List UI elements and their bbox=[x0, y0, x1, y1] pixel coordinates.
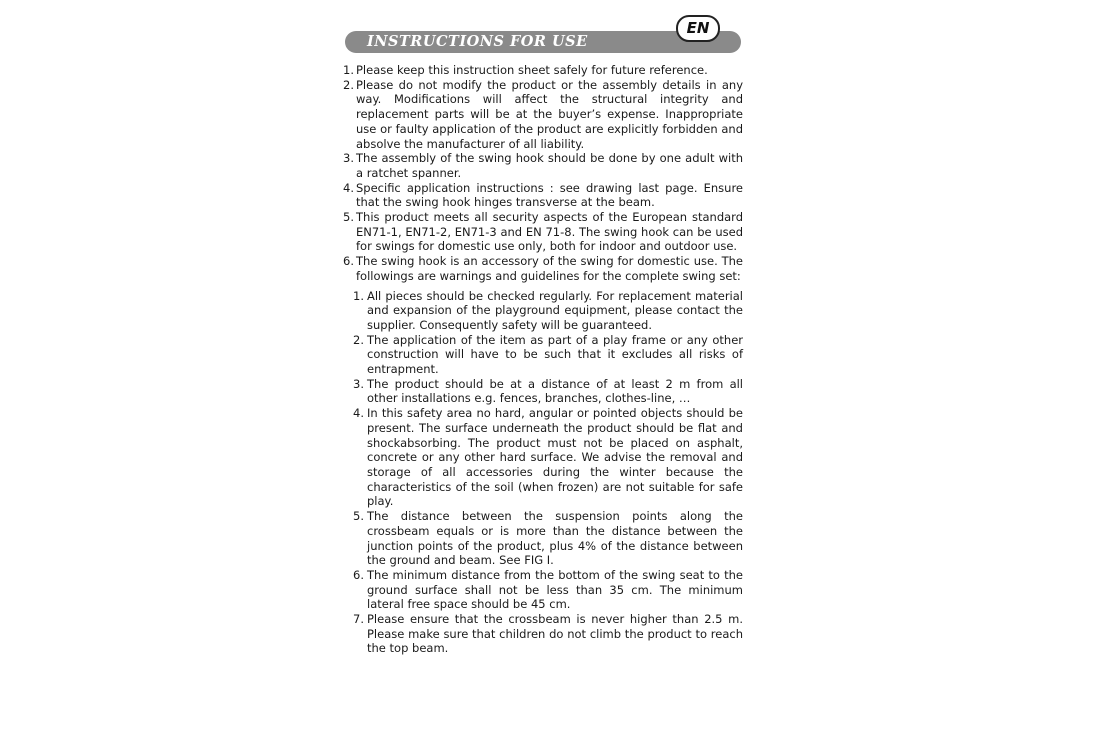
item-number: 4. bbox=[343, 180, 354, 195]
list-item bbox=[343, 78, 743, 152]
sub-item-text: Please ensure that the crossbeam is never higher than 2.5 m. Please make sure that children do not climb the product to reach the top beam. bbox=[367, 612, 743, 656]
item-text: This product meets all security aspects of the European standard EN71-1, EN71-2, EN71-3 and EN 71-8. The swing hook can be used for swings for domestic use only, both for indoor and outdoor use. bbox=[356, 210, 743, 254]
list-item bbox=[343, 210, 743, 254]
sub-item-text: The product should be at a distance of at least 2 m from all other installations e.g. fences, branches, clothes-line, … bbox=[367, 376, 743, 406]
item-number: 1. bbox=[343, 63, 354, 77]
swing-set-guidelines bbox=[343, 289, 743, 657]
list-item bbox=[343, 151, 743, 180]
item-text: The assembly of the swing hook should be done by one adult with a ratchet spanner. bbox=[356, 151, 743, 180]
list-item bbox=[343, 63, 743, 78]
sub-item-number: 5. bbox=[353, 509, 364, 524]
sub-list-item bbox=[353, 377, 743, 406]
list-item bbox=[343, 254, 743, 283]
sub-list-item bbox=[353, 568, 743, 612]
item-text: Specific application instructions : see drawing last page. Ensure that the swing hook hinges transverse at the beam. bbox=[356, 180, 743, 210]
sub-list-item bbox=[353, 612, 743, 656]
item-number: 3. bbox=[343, 151, 354, 166]
instruction-sheet bbox=[343, 14, 743, 656]
item-number: 5. bbox=[343, 210, 354, 225]
sub-item-text: The minimum distance from the bottom of the swing seat to the ground surface shall not be less than 35 cm. The minimum lateral free space should be 45 cm. bbox=[367, 567, 743, 612]
item-text: Please keep this instruction sheet safely for future reference. bbox=[356, 63, 708, 77]
sub-list-item bbox=[353, 333, 743, 377]
page-title: INSTRUCTIONS FOR USE bbox=[367, 33, 588, 50]
item-text: The swing hook is an accessory of the swing for domestic use. The followings are warnings and guidelines for the complete swing set: bbox=[356, 254, 743, 283]
sub-item-text: The distance between the suspension points along the crossbeam equals or is more than the distance between the junction points of the product, plus 4% of the distance between the ground and beam. See FIG I. bbox=[367, 509, 743, 568]
item-text: Please do not modify the product or the assembly details in any way. Modifications will affect the structural integrity and replacement parts will be at the buyer’s expense. Inappropriate use or faulty application of the product are explicitly forbidden and absolve the manufacturer of all liability. bbox=[356, 77, 743, 151]
item-number: 6. bbox=[343, 254, 354, 269]
sub-item-number: 6. bbox=[353, 567, 364, 582]
sub-item-number: 4. bbox=[353, 406, 364, 421]
item-number: 2. bbox=[343, 77, 354, 92]
sub-item-text: All pieces should be checked regularly. For replacement material and expansion of the playground equipment, please contact the supplier. Consequently safety will be guaranteed. bbox=[367, 288, 743, 332]
instructions-list bbox=[343, 63, 743, 656]
sub-item-number: 7. bbox=[353, 612, 364, 627]
sub-list-item bbox=[353, 509, 743, 568]
sub-list-item bbox=[353, 406, 743, 509]
sub-item-number: 2. bbox=[353, 332, 364, 347]
sub-item-text: In this safety area no hard, angular or pointed objects should be present. The surface underneath the product should be flat and shockabsorbing. The product must not be placed on asphalt, concrete or any other hard surface. We advise the removal and storage of all accessories during the winter because the characteristics of the soil (when frozen) are not suitable for safe play. bbox=[367, 406, 743, 509]
sub-item-number: 3. bbox=[353, 376, 364, 391]
language-badge: EN bbox=[676, 15, 720, 42]
sub-item-number: 1. bbox=[353, 288, 364, 303]
sub-list-item bbox=[353, 289, 743, 333]
header bbox=[343, 14, 743, 56]
list-item bbox=[343, 181, 743, 210]
sub-item-text: The application of the item as part of a play frame or any other construction will have to be such that it excludes all risks of entrapment. bbox=[367, 332, 743, 377]
